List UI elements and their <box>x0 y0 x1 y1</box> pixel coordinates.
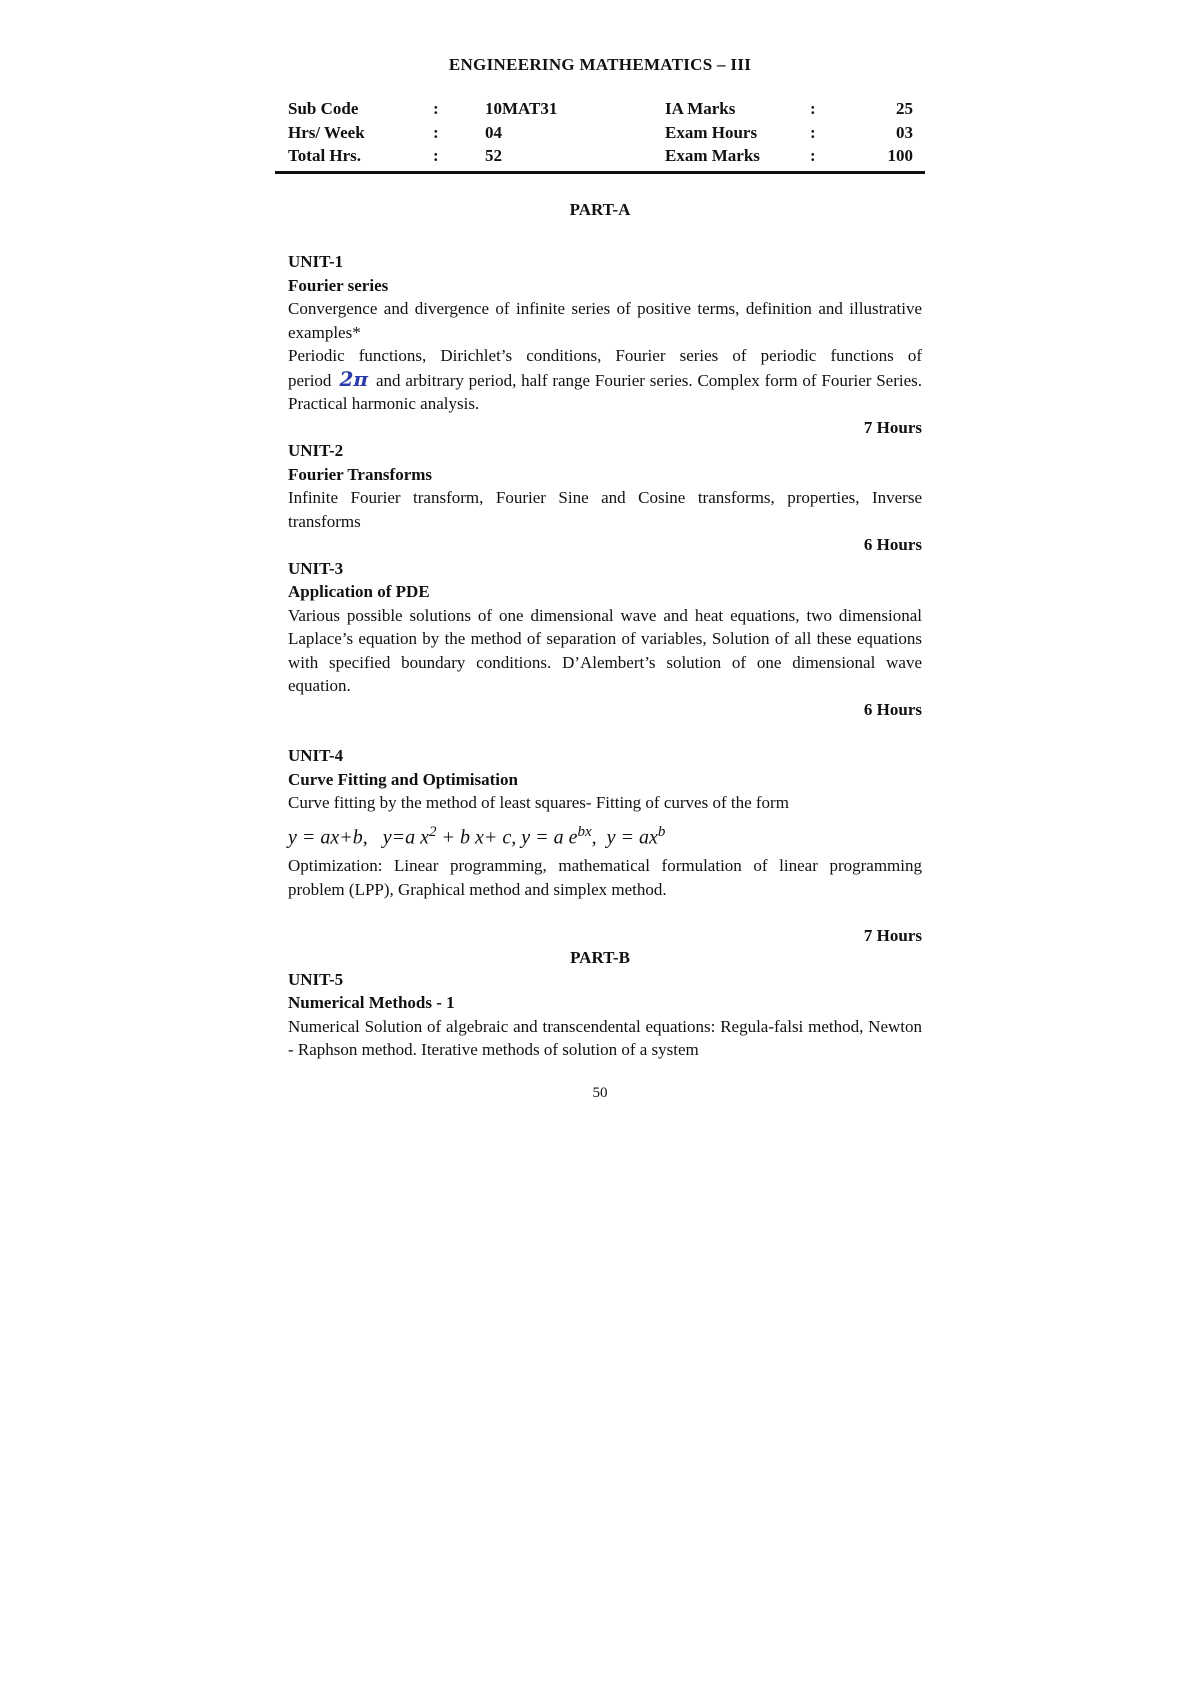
unit-5-subtitle: Numerical Methods - 1 <box>288 993 455 1013</box>
meta-label: Exam Marks <box>665 146 760 165</box>
meta-label: IA Marks <box>665 99 736 118</box>
meta-separator: : <box>810 99 816 118</box>
spacer <box>288 721 922 744</box>
course-meta-table <box>275 99 925 174</box>
unit-4-subtitle: Curve Fitting and Optimisation <box>288 769 518 789</box>
spacer <box>288 901 922 924</box>
unit-3-hours: 6 Hours <box>863 699 922 719</box>
meta-row <box>275 99 925 123</box>
meta-value: 04 <box>485 122 502 142</box>
unit-1-text-2 <box>288 344 922 416</box>
unit-1-text: Convergence and divergence of infinite series of positive terms, definition and illustrative examples* <box>288 299 922 342</box>
unit-4-text: Curve fitting by the method of least squares- Fitting of curves of the form <box>288 793 789 812</box>
unit-1-text-2b: and arbitrary period, half range Fourier series. Complex form of Fourier Series. Practical harmonic analysis. <box>288 370 922 413</box>
unit-2-title: UNIT-2 <box>288 441 344 460</box>
curve-formulas <box>288 815 922 855</box>
formula-quadratic-base: y=a x <box>382 826 429 849</box>
meta-label: Exam Hours <box>665 122 758 142</box>
syllabus-page <box>275 55 925 1062</box>
meta-value: 52 <box>485 146 502 165</box>
formula-power-base: y = ax <box>606 826 658 849</box>
unit-3-title: UNIT-3 <box>288 558 344 578</box>
unit-3-text: Various possible solutions of one dimensional wave and heat equations, two dimensional Laplace’s equation by the method of separation of variables, Solution of all these equations with specified boundary conditions. D’Alembert’s solution of one dimensional wave equation. <box>288 605 922 695</box>
unit-3-subtitle: Application of PDE <box>288 582 430 601</box>
unit-1-text-2a: Periodic functions, Dirichlet’s conditions, Fourier series of periodic functions of period <box>288 346 922 390</box>
unit-4-hours: 7 Hours <box>863 926 922 946</box>
meta-row <box>275 123 925 147</box>
meta-label: Sub Code <box>288 99 359 118</box>
unit-2-text: Infinite Fourier transform, Fourier Sine and Cosine transforms, properties, Inverse transforms <box>288 488 922 531</box>
unit-2-hours: 6 Hours <box>863 535 922 554</box>
part-a-heading: PART-A <box>569 200 631 219</box>
unit-5-text: Numerical Solution of algebraic and transcendental equations: Regula-falsi method, Newton - Raphson method. Iterative methods of solution of a system <box>288 1016 922 1060</box>
meta-separator: : <box>810 122 816 142</box>
meta-separator: : <box>433 122 439 142</box>
part-b-heading: PART-B <box>570 947 630 967</box>
syllabus-content-part-b <box>275 968 925 1062</box>
meta-value: 25 <box>896 99 913 118</box>
unit-5-title: UNIT-5 <box>288 969 344 989</box>
unit-2-subtitle: Fourier Transforms <box>288 464 433 484</box>
meta-separator: : <box>433 146 439 165</box>
meta-row <box>275 146 925 170</box>
meta-label: Total Hrs. <box>288 146 362 165</box>
formula-power-exp: b <box>657 823 666 840</box>
unit-1-subtitle: Fourier series <box>288 275 389 295</box>
meta-value: 03 <box>896 122 913 142</box>
formula-exponential-base: y = a e <box>521 826 578 849</box>
meta-separator: : <box>433 99 439 118</box>
formula-exponential-exp: bx <box>577 823 592 840</box>
unit-4-title: UNIT-4 <box>288 746 344 765</box>
two-pi-symbol: 2π <box>339 366 368 391</box>
course-title: ENGINEERING MATHEMATICS – III <box>448 55 752 74</box>
meta-separator: : <box>810 146 816 165</box>
formula-exponential-rest: , <box>591 826 597 849</box>
unit-1-title: UNIT-1 <box>288 252 344 271</box>
formula-linear: y = ax+b, <box>288 826 368 849</box>
formula-quadratic-exp: 2 <box>429 823 437 840</box>
page-number: 50 <box>592 1085 608 1101</box>
meta-label: Hrs/ Week <box>288 122 365 142</box>
unit-4-text-2: Optimization: Linear programming, mathematical formulation of linear programming problem (LPP), Graphical method and simplex method. <box>288 856 922 899</box>
formula-quadratic-rest: + b x+ c, <box>441 826 517 849</box>
meta-value: 100 <box>887 146 913 165</box>
syllabus-content <box>275 250 925 948</box>
unit-1-hours: 7 Hours <box>863 417 922 437</box>
meta-value: 10MAT31 <box>485 99 558 118</box>
